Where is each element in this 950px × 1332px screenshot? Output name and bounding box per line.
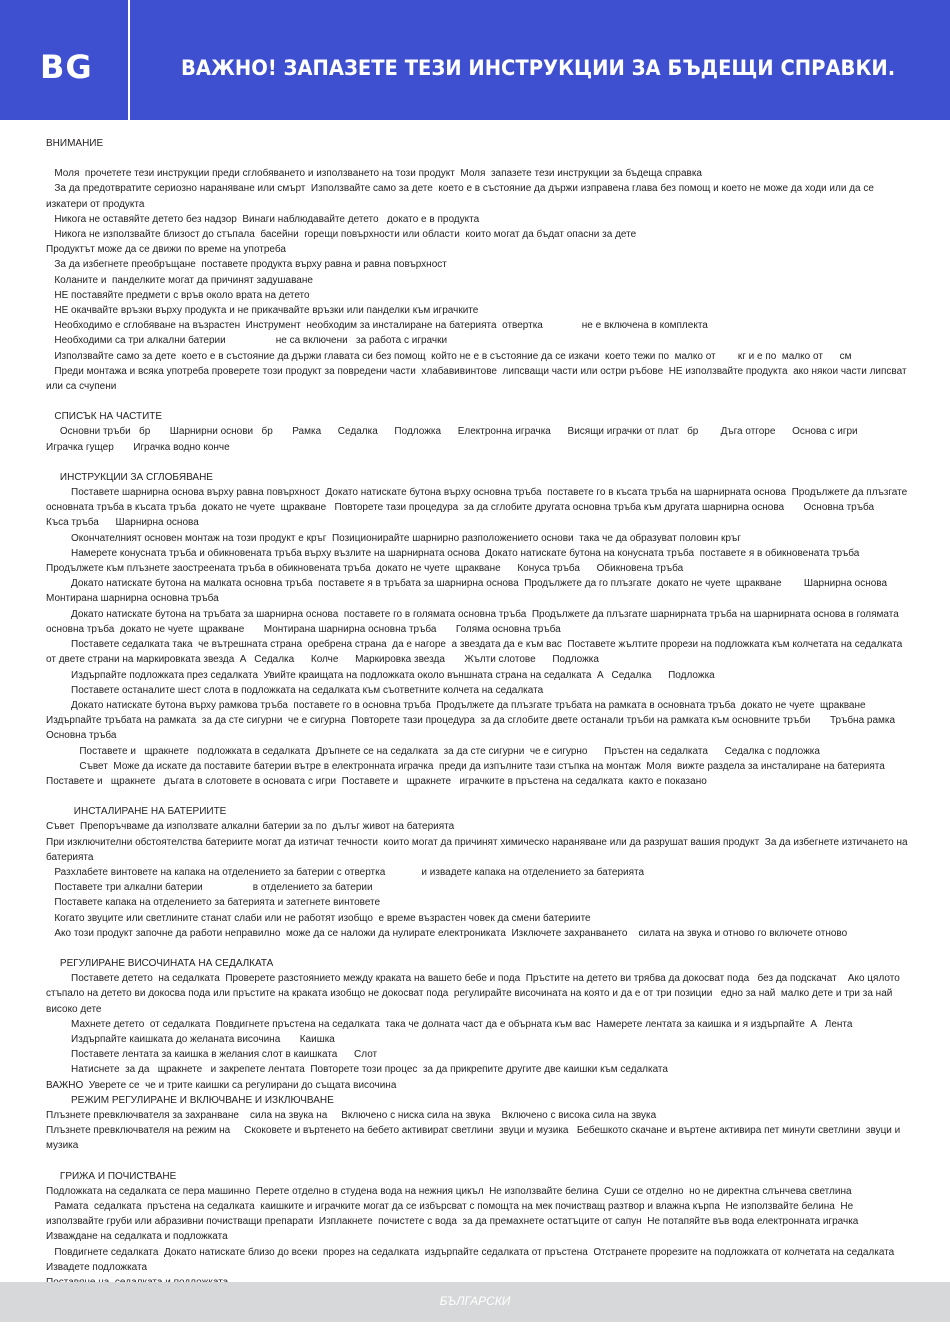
text-line: НЕ поставяйте предмети с връв около врата на детето	[46, 289, 310, 301]
text-line: Поставете детето на седалката Проверете разстоянието между краката на вашето бебе и пода Пръстите на детето ви трябва да докосват пода без да подскачат Ако цялото стъпало на детето ви докосва пода или пръстите на краката изобщо не докосват пода регулирайте височината на която и да е от три позиции едно за най малко дете и три за най високо дете	[46, 973, 903, 1015]
text-line: Поставете шарнирна основа върху равна повърхност Докато натискате бутона върху основна тръба поставете го в късата тръба на шарнирната основа Продължете да плъзгате основната тръба в късата тръба докато не чуете щракване Повторете тази процедура за да сглобите другата основна тръба към другата шарнирна основа Основна тръба Къса тръба Шарнирна основа	[46, 487, 910, 529]
section-heading: РЕГУЛИРАНЕ ВИСОЧИНАТА НА СЕДАЛКАТА	[46, 957, 274, 969]
text-line: НЕ окачвайте връзки върху продукта и не прикачвайте връзки или панделки към играчките	[46, 305, 479, 317]
assembly-section	[46, 470, 915, 789]
text-line: Окончателният основен монтаж на този продукт е кръг Позиционирайте шарнирно разположението основи така че да образуват половин кръг	[46, 532, 741, 544]
section-heading: ИНСТАЛИРАНЕ НА БАТЕРИИТЕ	[46, 806, 227, 818]
warning-section	[46, 136, 908, 394]
text-line: За да предотвратите сериозно нараняване или смърт Използвайте само за дете което е в състояние да държи изправена глава без помощ и което не може да ходи или да се изкатери от продукта	[46, 183, 877, 210]
text-line: При изключителни обстоятелства батериите могат да изтичат течности които могат да причинят химическо нараняване или да разрушат вашия продукт За да избегнете изтичането на батерията	[46, 836, 911, 863]
text-line: Издърпайте подложката през седалката Увийте краищата на подложката около външната страна на седалката A Седалка Подложка	[46, 669, 715, 681]
assembly-lines	[46, 485, 915, 789]
parts-section	[46, 409, 908, 455]
text-line: Докато натискате бутона на тръбата за шарнирна основа поставете го в голямата основна тръба Продължете да плъзгате шарнирната тръба на шарнирната основа в голямата основна тръба докато не чуете щракване Монтирана шарнирна основна тръба Голяма основна тръба	[46, 608, 902, 635]
section-heading: РЕЖИМ РЕГУЛИРАНЕ И ВКЛЮЧВАНЕ И ИЗКЛЮЧВАНЕ	[46, 1094, 334, 1106]
text-line: Махнете детето от седалката Повдигнете пръстена на седалката така че долната част да е обърната към вас Намерете лентата за каишка и я издърпайте A Лента	[46, 1018, 853, 1030]
text-line: Поставете капака на отделението за батерията и затегнете винтовете	[46, 897, 381, 909]
parts-lines	[46, 424, 908, 454]
section-heading: ИНСТРУКЦИИ ЗА СГЛОБЯВАНЕ	[46, 471, 213, 483]
text-line: Докато натискате бутона върху рамкова тръба поставете го в основна тръба Продължете да плъзгате тръбата на рамката в основната тръба докато не чуете щракване Издърпайте тръбата на рамката за да сте сигурни че е сигурна Повторете тази процедура за да сглобите двете останали тръби на рамката към основните тръби Тръбна рамка Основна тръба	[46, 699, 915, 742]
battery-section	[46, 804, 911, 941]
text-line: Поставете останалите шест слота в подложката на седалката към съответните колчета на седалката	[46, 684, 544, 696]
text-line: Намерете конусната тръба и обикновената тръба върху възлите на шарнирната основа Докато натискате бутона на конусната тръба поставете я в обикновената тръба Продължете към плъзнете заостреената тръба в обикновената тръба докато не чуете щракване Конуса тръба Обикновена тръба	[46, 547, 865, 575]
text-line: Никога не оставяйте детето без надзор Винаги наблюдавайте детето докато е в продукта	[46, 213, 480, 225]
text-line: Моля прочетете тези инструкции преди сглобяването и използването на този продукт Моля запазете тези инструкции за бъдеща справка	[46, 168, 702, 180]
warning-lines	[46, 166, 908, 394]
text-line: Коланите и панделките могат да причинят задушаване	[46, 274, 313, 286]
text-line: Плъзнете превключвателя за захранване сила на звука на Включено с ниска сила на звука Включено с висока сила на звука	[46, 1109, 657, 1121]
text-line: Разхлабете винтовете на капака на отделението за батерии с отвертка и извадете капака на отделението за батерията	[46, 866, 645, 878]
text-line: Използвайте само за дете което е в състояние да държи главата си без помощ който не е в състояние да се изкачи което тежи по малко от кг и е по малко от см	[46, 350, 852, 362]
text-line: Поставете три алкални батерии в отделението за батерии	[46, 882, 373, 894]
text-line: ВАЖНО Уверете се че и трите каишки са регулирани до същата височина	[46, 1079, 397, 1091]
page-footer	[0, 1282, 950, 1322]
page-title: ВАЖНО! ЗАПАЗЕТЕ ТЕЗИ ИНСТРУКЦИИ ЗА БЪДЕЩИ СПРАВКИ.	[181, 56, 896, 80]
text-line: Поставете и щракнете подложката в седалката Дръпнете се на седалката за да сте сигурни че е сигурно Пръстен на седалката Седалка с подложка	[46, 745, 820, 757]
text-line: Необходимо е сглобяване на възрастен Инструмент необходим за инсталиране на батерията отвертка не е включена в комплекта	[46, 320, 708, 332]
battery-lines	[46, 819, 911, 941]
footer-language: БЪЛГАРСКИ	[439, 1294, 511, 1308]
text-line: Съвет Препоръчваме да използвате алкални батерии за по дълъг живот на батерията	[46, 821, 455, 833]
text-line: Никога не използвайте близост до стъпала басейни горещи повърхности или области които могат да бъдат опасни за дете	[46, 229, 637, 241]
seat-height-lines	[46, 971, 908, 1093]
text-line: Преди монтажа и всяка употреба проверете този продукт за повредени части хлабавивинтове липсващи части или остри ръбове НЕ използвайте продукта ако някои части липсват или са счупени	[46, 365, 910, 393]
text-line: Рамата седалката пръстена на седалката каишките и играчките могат да се избърсват с помощта на мек почистващ разтвор и влажна кърпа Не използвайте белина Не използвайте груби или абразивни почистващи препарати Изплакнете почистете с вода за да премахнете остатъците от сапун Не потапяйте във вода електронната играчка	[46, 1201, 859, 1228]
power-section	[46, 1093, 908, 1154]
text-line: Съвет Може да искате да поставите батерии вътре в електронната играчка преди да изпълните тази стъпка на монтаж Моля вижте раздела за инсталиране на батерията Поставете и щракнете дъгата в слотовете в основата с игри Поставете и щракнете играчките в пръстена на седалката както е показано	[46, 760, 891, 787]
text-line: За да избегнете преобръщане поставете продукта върху равна и равна повърхност	[46, 259, 447, 271]
text-line: Натиснете за да щракнете и закрепете лентата Повторете този процес за да прикрепите другите две каишки към седалката	[46, 1064, 668, 1076]
text-line: Продуктът може да се движи по време на употреба	[46, 244, 286, 256]
text-line: Когато звуците или светлините станат слаби или не работят изобщо е време възрастен човек да смени батериите	[46, 912, 591, 924]
page-header	[0, 0, 950, 120]
language-code: BG	[40, 48, 93, 86]
text-line: Необходими са три алкални батерии не са включени за работа с играчки	[46, 335, 448, 347]
power-lines	[46, 1108, 908, 1154]
text-line: Подложката на седалката се пера машинно Перете отделно в студена вода на нежния цикъл Не използвайте белина Суши се отделно но не директна слънчева светлина	[46, 1185, 852, 1197]
seat-height-section	[46, 956, 908, 1093]
text-line: Поставете лентата за каишка в желания слот в каишката Слот	[46, 1049, 378, 1061]
text-line: Докато натискате бутона на малката основна тръба поставете я в тръбата за шарнирна основа Продължете да го плъзгате докато не чуете щракване Шарнирна основа Монтирана шарнирна основна тръба	[46, 578, 907, 605]
text-line: Поставете седалката така че вътрешната страна оребрена страна да е нагоре а звездата да е към вас Поставете жълтите прорези на подложката към колчетата на седалката от двете страни на маркировката звезда A Седалка Колче Маркировка звезда Жълти слотове Подложка	[46, 639, 906, 666]
text-line: Издърпайте каишката до желаната височина Каишка	[46, 1033, 335, 1045]
section-heading: ВНИМАНИЕ	[46, 138, 104, 149]
document-body	[46, 136, 915, 1305]
text-line: Повдигнете седалката Докато натискате близо до всеки прорез на седалката издърпайте седалката от пръстена Отстранете прорезите на подложката от колчетата на седалката Извадете подложката	[46, 1246, 900, 1273]
text-line: Основни тръби бр Шарнирни основи бр Рамка Седалка Подложка Електронна играчка Висящи играчки от плат бр Дъга отгоре Основа с игри Играчка гущер Играчка водно конче	[46, 426, 883, 453]
section-heading: СПИСЪК НА ЧАСТИТЕ	[46, 411, 163, 423]
header-divider	[128, 0, 130, 120]
text-line: Ако този продукт започне да работи неправилно може да се наложи да нулирате електрониката Изключете захранването силата на звука и отново го включете отново	[46, 927, 848, 939]
section-heading: ГРИЖА И ПОЧИСТВАНЕ	[46, 1170, 177, 1182]
text-line: Изваждане на седалката и подложката	[46, 1231, 228, 1243]
text-line: Плъзнете превключвателя на режим на Скоковете и въртенето на бебето активират светлини звуци и музика Бебешкото скачане и въртене активира пет минути светлини звуци и музика	[46, 1125, 904, 1152]
